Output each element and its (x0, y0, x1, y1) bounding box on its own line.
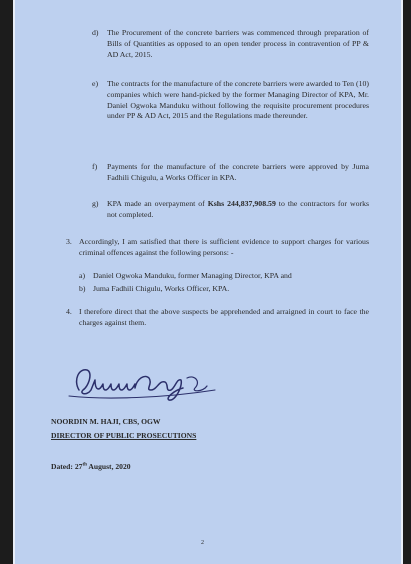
signatory-office: DIRECTOR OF PUBLIC PROSECUTIONS (51, 431, 197, 440)
signature (65, 360, 225, 404)
para-4-text: I therefore direct that the above suspects be apprehended and arraigned in court to face the charges against them. (79, 307, 369, 327)
signatory-name: NOORDIN M. HAJI, CBS, OGW (51, 417, 161, 426)
item-g-label: g) (92, 199, 99, 208)
dated-sup: th (82, 462, 87, 468)
item-f-text: Payments for the manufacture of the concrete barriers were approved by Juma Fadhili Chigulu, a Works Officer in KPA. (107, 162, 369, 182)
person-b-label: b) (79, 284, 86, 293)
item-e-label: e) (92, 79, 99, 88)
person-a-label: a) (79, 271, 86, 280)
item-g-text-before: KPA made an overpayment of (107, 199, 208, 208)
dated-suffix: August, 2020 (86, 462, 131, 471)
para-3-text: Accordingly, I am satisfied that there is sufficient evidence to support charges for various criminal offences against the following persons: - (79, 237, 369, 257)
item-g-text-after: to the contractors for works not completed. (107, 199, 370, 219)
document-page (13, 0, 403, 564)
dated-prefix: Dated: 27 (51, 462, 83, 471)
person-b-text: Juma Fadhili Chigulu, Works Officer, KPA. (93, 284, 230, 293)
person-a-text: Daniel Ogwoka Manduku, former Managing Director, KPA and (93, 271, 292, 280)
para-3-label: 3. (66, 237, 72, 246)
para-4-label: 4. (66, 307, 72, 316)
item-g-text (107, 199, 369, 221)
item-d-text: The Procurement of the concrete barriers was commenced through preparation of Bills of Quantities as opposed to an open tender process in contravention of PP & AD Act, 2015. (107, 28, 369, 59)
item-e-text: The contracts for the manufacture of the concrete barriers were awarded to Ten (10) companies which were hand-picked by the former Managing Director of KPA, Mr. Daniel Ogwoka Manduku without following the requisite procurement procedures under PP & AD Act, 2015 and the Regulations made thereunder. (107, 79, 369, 121)
item-d-label: d) (92, 28, 99, 37)
overpayment-amount: Kshs 244,837,908.59 (207, 199, 276, 208)
dated-line (51, 462, 131, 471)
page-number: 2 (201, 540, 204, 546)
item-f-label: f) (92, 162, 98, 171)
